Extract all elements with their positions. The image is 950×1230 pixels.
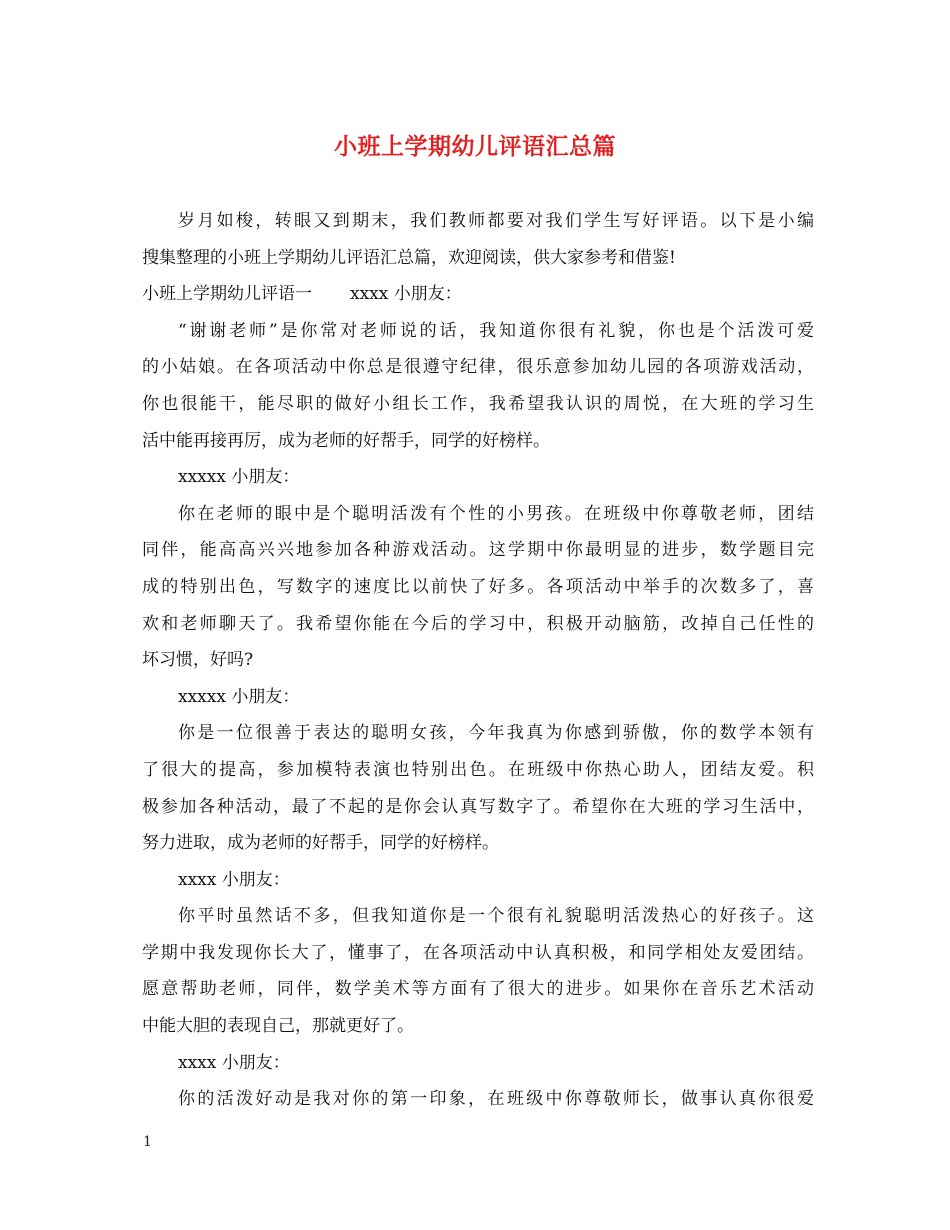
- comment-1-line-2: 的小姑娘。在各项活动中你总是很遵守纪律，很乐意参加幼儿园的各项游戏活动，: [142, 357, 814, 378]
- addressee-3: xxxxx 小朋友：: [178, 686, 300, 707]
- intro-line-2: 搜集整理的小班上学期幼儿评语汇总篇，欢迎阅读，供大家参考和借鉴!: [142, 247, 676, 268]
- document-body: [142, 203, 814, 1118]
- comment-2-line-1: 你在老师的眼中是个聪明活泼有个性的小男孩。在班级中你尊敬老师，团结: [178, 503, 814, 524]
- comment-1-line-1: “谢谢老师”是你常对老师说的话，我知道你很有礼貌，你也是个活泼可爱: [178, 320, 814, 341]
- section-heading-addressee: xxxx 小朋友：: [350, 284, 462, 305]
- comment-3-line-2: 了很大的提高，参加模特表演也特别出色。在班级中你热心助人，团结友爱。积: [142, 759, 814, 780]
- intro-line-1: 岁月如梭，转眼又到期末，我们教师都要对我们学生写好评语。以下是小编: [178, 211, 814, 231]
- addressee-2: xxxxx 小朋友：: [178, 467, 300, 488]
- comment-4-line-3: 愿意帮助老师，同伴，数学美术等方面有了很大的进步。如果你在音乐艺术活动: [142, 979, 814, 1000]
- comment-2-line-5: 坏习惯，好吗?: [142, 650, 254, 671]
- comment-1-line-4: 活中能再接再厉，成为老师的好帮手，同学的好榜样。: [142, 430, 550, 451]
- section-heading-label: 小班上学期幼儿评语一: [142, 284, 312, 305]
- comment-1-line-3: 你也很能干，能尽职的做好小组长工作，我希望我认识的周悦，在大班的学习生: [142, 393, 814, 414]
- comment-3-line-1: 你是一位很善于表达的聪明女孩，今年我真为你感到骄傲，你的数学本领有: [178, 723, 814, 744]
- comment-3-line-3: 极参加各种活动，最了不起的是你会认真写数字了。希望你在大班的学习生活中，: [142, 796, 814, 817]
- comment-2-line-2: 同伴，能高高兴兴地参加各种游戏活动。这学期中你最明显的进步，数学题目完: [142, 540, 814, 561]
- comment-2-line-4: 欢和老师聊天了。我希望你能在今后的学习中，积极开动脑筋，改掉自己任性的: [142, 613, 814, 634]
- comment-5-line-1: 你的活泼好动是我对你的第一印象，在班级中你尊敬师长，做事认真你很爱: [178, 1089, 814, 1110]
- comment-4-line-4: 中能大胆的表现自己，那就更好了。: [142, 1016, 414, 1037]
- comment-4-line-2: 学期中我发现你长大了，懂事了，在各项活动中认真积极，和同学相处友爱团结。: [142, 942, 814, 963]
- comment-2-line-3: 成的特别出色，写数字的速度比以前快了好多。各项活动中举手的次数多了，喜: [142, 576, 814, 597]
- page-number: 1: [143, 1134, 152, 1150]
- addressee-5: xxxx 小朋友：: [178, 1052, 290, 1073]
- addressee-4: xxxx 小朋友：: [178, 869, 290, 890]
- comment-4-line-1: 你平时虽然话不多，但我知道你是一个很有礼貌聪明活泼热心的好孩子。这: [178, 906, 814, 927]
- comment-3-line-4: 努力进取，成为老师的好帮手，同学的好榜样。: [142, 833, 499, 854]
- section-heading: [142, 276, 814, 313]
- document-title: 小班上学期幼儿评语汇总篇: [334, 133, 616, 160]
